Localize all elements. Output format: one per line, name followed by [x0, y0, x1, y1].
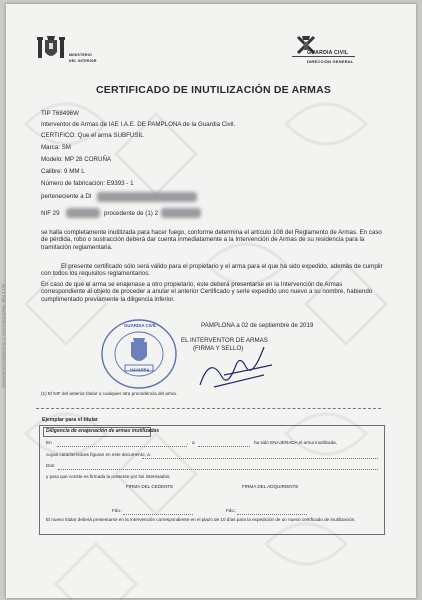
calibre-field: Calibre: 9 MM L: [41, 168, 85, 175]
fdo-cedente-line: [123, 514, 193, 515]
paragraph-inutilizada: se halla completamente inutilizada para hacer fuego, conforme determina el artículo 108 del Reglamento de Armas. En caso de pérdida, robo o sustracción deberá dar cuenta inmediatamente a la Intervención de Armas de su residencia para la tramitación reglamentaria.: [41, 229, 382, 251]
modelo-field: Modelo: MP 28 CORUÑA: [41, 156, 112, 163]
certifico-field: CERTIFICO: Que el arma SUBFUSIL: [41, 132, 144, 139]
enajenada-text: ha sido ENAJENADA el arma inutilizada,: [254, 440, 337, 445]
don-label: Don: [46, 463, 55, 468]
procedente-field: procedente de (1) 2: [104, 210, 159, 217]
certificate-page: [1, 4, 416, 598]
fdo-cedente: Fdo.:: [112, 508, 123, 513]
interventor-field: Interventor de Armas de IAE I.A.E. DE PAMPLONA de la Guardia Civil.: [41, 121, 236, 128]
stamp-top-text: GUARDIA CIVIL: [124, 323, 157, 328]
stamp-bottom-text: NAVARRA: [130, 367, 150, 372]
guardia-civil-divider: [292, 56, 355, 57]
ministry-name-line1: MINISTERIO: [69, 53, 92, 57]
perteneciente-field: perteneciente a DI: [41, 193, 92, 200]
nota-text: El nuevo titular deberá presentarse en la Intervención correspondiente en el plazo de 10 días para la expedición de un nuevo certificado de inutilización.: [46, 517, 356, 522]
signature-subtitle: (FIRMA Y SELLO): [193, 345, 244, 352]
cuyas-fill-line: [142, 458, 378, 459]
fabricacion-field: Número de fabricación: E9393 - 1: [41, 180, 134, 187]
conste-text: y para que conste es firmada la presente por los interesados.: [46, 474, 171, 479]
guardia-civil-title: GUARDIA CIVIL: [307, 50, 349, 56]
place-date: PAMPLONA a 02 de septiembre de 2019: [201, 322, 314, 329]
en-label: En: [46, 440, 52, 445]
document-title: CERTIFICADO DE INUTILIZACIÓN DE ARMAS: [96, 84, 332, 96]
date-fill-line: [198, 446, 250, 447]
nif-field: NIF 29: [41, 210, 60, 217]
redacted-nif: [66, 208, 100, 218]
paragraph-enajenacion: En caso de que el arma se enajenase a otro propietario, este deberá presentarse en la Intervención de Armas correspondiente al objeto de proceder a anular el anterior Certificado y serle expedido uno nuevo a su nombre, habiendo cumplimentado previamente la diligencia inferior.: [41, 281, 373, 303]
diligencia-title: Diligencia de enajenación de armas inutilizadas: [46, 428, 160, 434]
redacted-owner-name: [97, 192, 197, 202]
section-heading: Ejemplar para el titular: [42, 417, 98, 423]
firma-adquiriente-label: FIRMA DEL ADQUIRIENTE: [242, 484, 299, 489]
signature-title: EL INTERVENTOR DE ARMAS: [181, 337, 268, 344]
side-printer-note: Asociación Pro Huérfanos G. C. (Imprenta Escuela) - Mod. 1.128: [1, 284, 6, 388]
comma-label: ,: [187, 440, 189, 445]
fdo-adquiriente: Fdo.:: [226, 508, 237, 513]
spain-coat-of-arms-icon: [37, 34, 65, 64]
footnote: (1) El NIF del anterior titular o cualquier otra procedencia del arma.: [41, 391, 178, 396]
paragraph-validez: El presente certificado sólo será válido para el propietario y el arma para el que ha sido expedido, además de cumplir con todos los requisitos reglamentarios.: [41, 263, 383, 278]
fdo-adquiriente-line: [237, 514, 307, 515]
redacted-procedente: [161, 208, 201, 218]
en-fill-line: [57, 446, 187, 447]
handwritten-signature-icon: [194, 347, 279, 392]
a-label: a: [192, 440, 195, 445]
ministry-name-line2: DEL INTERIOR: [69, 59, 97, 63]
don-fill-line: [58, 469, 378, 470]
tip-field: TIP T68496W: [41, 110, 79, 117]
marca-field: Marca: SM: [41, 144, 71, 151]
direccion-general: DIRECCIÓN GENERAL: [307, 59, 354, 64]
firma-cedente-label: FIRMA DEL CEDENTE: [126, 484, 174, 489]
cut-line: [36, 408, 381, 409]
official-stamp-icon: [100, 318, 178, 390]
cuyas-text: cuyas características figuran en este documento, a:: [46, 452, 151, 457]
